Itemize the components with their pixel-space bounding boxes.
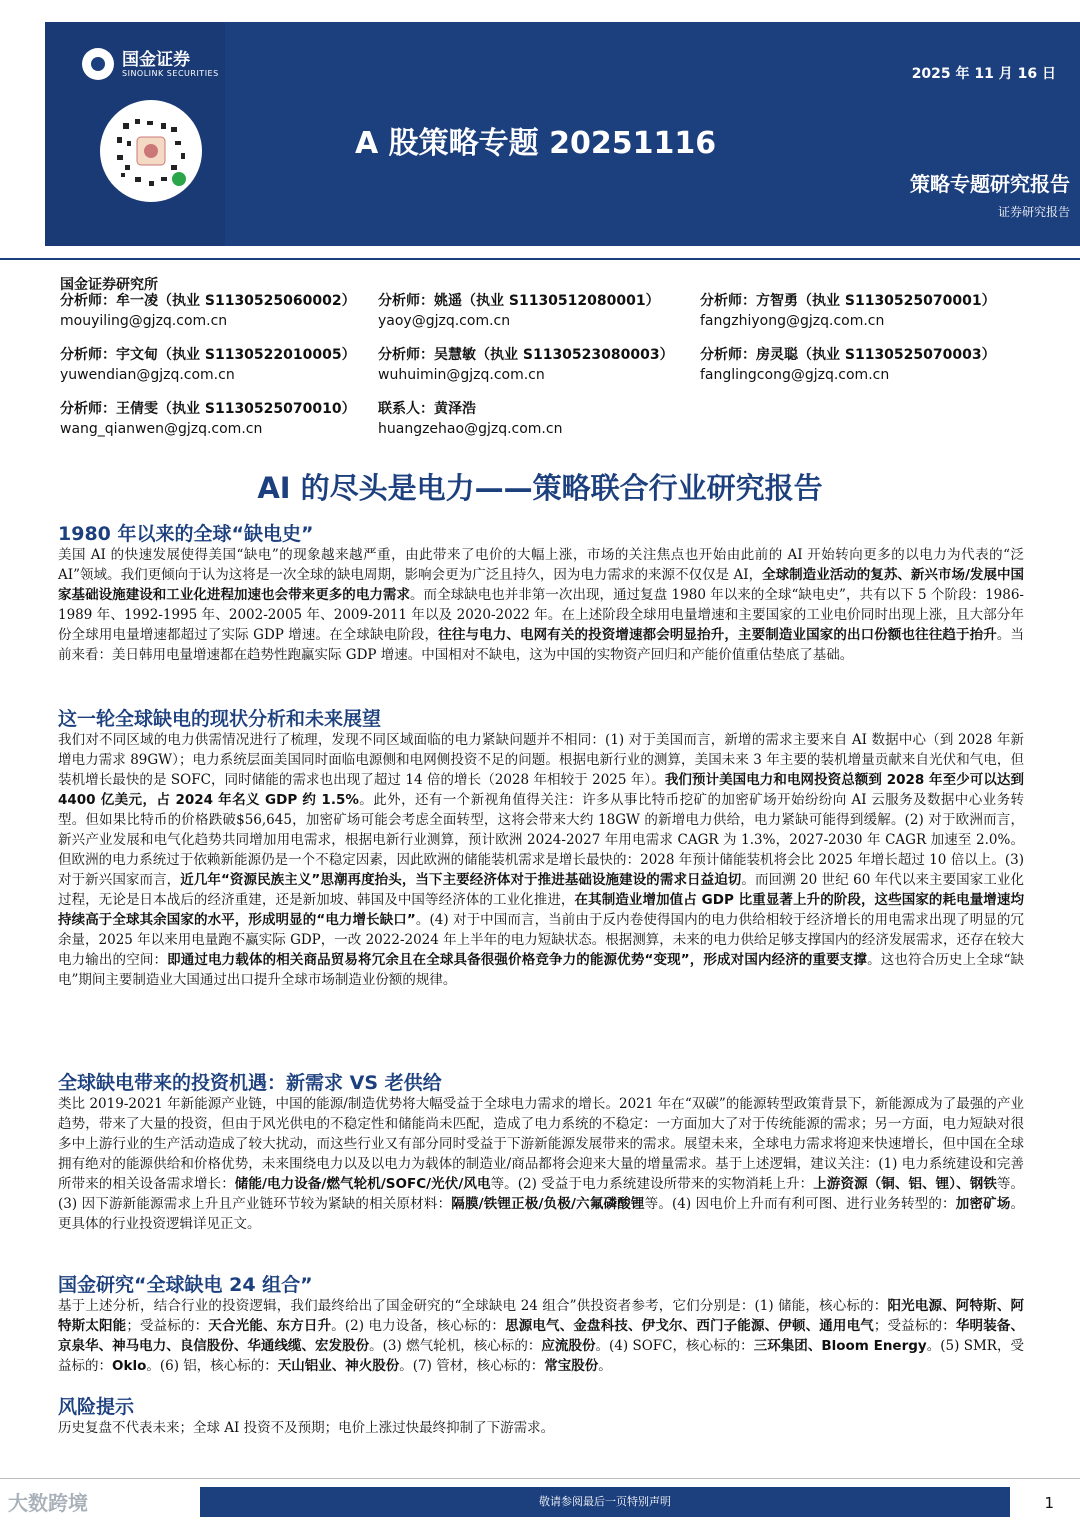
emphasis-text: 储能/电力设备/燃气轮机/SOFC/光伏/风电 — [234, 1176, 491, 1192]
analyst-entry — [60, 345, 356, 385]
page-number: 1 — [1044, 1494, 1054, 1512]
body-text: 历史复盘不代表未来；全球 AI 投资不及预期；电价上涨过快最终抑制了下游需求。 — [58, 1420, 555, 1436]
analyst-entry — [378, 291, 660, 331]
analyst-email: wang_qianwen@gjzq.com.cn — [60, 421, 263, 437]
section-power-shortage-history — [58, 523, 1024, 665]
analyst-name: 分析师：姚遥（执业 S1130512080001） — [378, 293, 660, 309]
logo-cn: 国金证券 — [122, 49, 190, 70]
analyst-name: 分析师：方智勇（执业 S1130525070001） — [700, 293, 996, 309]
body-text: 等。(4) 因电价上升而有利可图、进行业务转型的： — [644, 1196, 956, 1212]
analyst-entry — [378, 345, 674, 385]
body-text: 基于上述分析，结合行业的投资逻辑，我们最终给出了国金研究的“全球缺电 24 组合”供投资者参考，它们分别是：(1) 储能，核心标的： — [58, 1298, 888, 1314]
emphasis-text: 三环集团、Bloom Energy — [753, 1338, 927, 1354]
contact-name: 联系人：黄泽浩 — [378, 401, 476, 417]
body-text: 。此外，还有一个新视角值得关注：许多从事比特币挖矿的加密矿场开始纷纷向 AI 云服务及数据中心业务转型。但如果比特币的价格跌破$56,645，加密矿场可能会考虑全面转型，这将会带来大约 18GW 的新增电力供给，电力紧缺可能得到缓解。(2) 对于欧洲而言，新兴产业发展和电气化趋势共同增加用电需求，根据电新行业测算，预计欧洲 2024-2027 年用电需求 CAGR 为 1.3%，2027-2030 年 CAGR 加速至 2.0%。但欧洲的电力系统过于依赖新能源仍是一个不稳定因素，因此欧洲的储能装机需求是增长最快的：2028 年预计储能装机将会比 2025 年增长超过 10 倍以上。(3) 对于新兴国家而言， — [58, 792, 1025, 888]
report-type: 策略专题研究报告 — [910, 172, 1070, 196]
report-date: 2025 年 11 月 16 日 — [911, 66, 1056, 82]
banner-title: A 股策略专题 20251116 — [355, 126, 717, 161]
analyst-email: mouyiling@gjzq.com.cn — [60, 313, 228, 329]
company-logo — [82, 48, 219, 80]
emphasis-text: 常宝股份 — [544, 1358, 599, 1374]
body-text: 。(6) 铝，核心标的： — [146, 1358, 278, 1374]
analyst-name: 分析师：宇文甸（执业 S1130522010005） — [60, 347, 356, 363]
section-heading: 全球缺电带来的投资机遇：新需求 VS 老供给 — [58, 1072, 442, 1094]
emphasis-text: 在其制造业增加值占 GDP 比重显著上升的阶段，这些国家的耗电量增速均持续高于全球其余国家的水平，形成明显的“电力增长缺口” — [58, 892, 1024, 928]
emphasis-text: 我们预计美国电力和电网投资总额到 2028 年至少可以达到 4400 亿美元，占 2024 年名义 GDP 约 1.5% — [58, 772, 1024, 808]
contact-email: huangzehao@gjzq.com.cn — [378, 421, 563, 437]
body-text: 。(7) 管材，核心标的： — [399, 1358, 545, 1374]
analyst-entry — [60, 291, 356, 331]
body-text: 等。(3) 因下游新能源需求上升且产业链环节较为紧缺的相关原材料： — [58, 1176, 1025, 1212]
body-text: 。(3) 燃气轮机，核心标的： — [369, 1338, 542, 1354]
body-text: 。更具体的行业投资逻辑详见正文。 — [58, 1196, 1025, 1232]
body-text: ；受益标的： — [873, 1318, 956, 1334]
body-text: 。 — [598, 1358, 612, 1374]
emphasis-text: 加密矿场 — [955, 1196, 1011, 1212]
body-text: ；受益标的： — [126, 1318, 209, 1334]
section-body — [58, 1296, 1024, 1376]
analyst-name: 分析师：吴慧敏（执业 S1130523080003） — [378, 347, 674, 363]
institute-name: 国金证券研究所 — [60, 277, 158, 293]
body-text: 。而全球缺电也并非第一次出现，通过复盘 1980 年以来的全球“缺电史”，共有以下 5 个阶段：1986-1989 年、1992-1995 年、2002-2005 年、2009-2011 年以及 2020-2022 年。在上述阶段全球用电量增速和主要国家的工业电价同时出现上涨，且大部分年份全球用电量增速都超过了实际 GDP 增速。在全球缺电阶段， — [58, 587, 1024, 643]
emphasis-text: 思源电气、金盘科技、伊戈尔、西门子能源、伊顿、通用电气 — [505, 1318, 874, 1334]
body-text: 。而回溯 20 世纪 60 年代以来主要国家工业化过程，无论是日本战后的经济重建，还是新加坡、韩国及中国等经济体的工业化推进， — [58, 872, 1025, 908]
body-text: 。当前来看：美日韩用电量增速都在趋势性跑赢实际 GDP 增速。中国相对不缺电，这为中国的实物资产回归和产能价值重估垫底了基础。 — [58, 627, 1025, 663]
section-portfolio-24 — [58, 1274, 1024, 1376]
footer-notice: 敬请参阅最后一页特别声明 — [200, 1487, 1010, 1517]
footer-divider — [0, 1478, 1080, 1479]
section-heading: 风险提示 — [58, 1396, 135, 1418]
body-text: 。(4) SOFC，核心标的： — [595, 1338, 754, 1354]
logo-icon — [82, 48, 114, 80]
contact-entry — [378, 399, 562, 439]
section-investment-opportunities — [58, 1072, 1024, 1234]
analyst-name: 分析师：房灵聪（执业 S1130525070003） — [700, 347, 996, 363]
emphasis-text: 近几年“资源民族主义”思潮再度抬头，当下主要经济体对于推进基础设施建设的需求日益迫切 — [180, 872, 742, 888]
emphasis-text: 天山铝业、神火股份 — [277, 1358, 400, 1374]
section-risk-warning — [58, 1396, 1024, 1438]
emphasis-text: 往往与电力、电网有关的投资增速都会明显抬升，主要制造业国家的出口份额也往往趋于抬升 — [438, 627, 997, 643]
analyst-email: wuhuimin@gjzq.com.cn — [378, 367, 545, 383]
analyst-entry — [700, 291, 996, 331]
emphasis-text: 阳光电源、阿特斯、阿特斯太阳能 — [58, 1298, 1024, 1334]
emphasis-text: 华明装备、京泉华、神马电力、良信股份、华通线缆、宏发股份 — [58, 1318, 1025, 1354]
analyst-name: 分析师：牟一凌（执业 S1130525060002） — [60, 293, 356, 309]
emphasis-text: 天合光能、东方日升 — [208, 1318, 332, 1334]
analyst-email: yuwendian@gjzq.com.cn — [60, 367, 235, 383]
section-heading: 1980 年以来的全球“缺电史” — [58, 523, 314, 545]
report-subtype: 证券研究报告 — [997, 205, 1070, 219]
body-text: 。(5) SMR，受益标的： — [58, 1338, 1025, 1374]
emphasis-text: 全球制造业活动的复苏、新兴市场/发展中国家基础设施建设和工业化进程加速也会带来更多的电力需求 — [58, 567, 1024, 603]
divider — [0, 258, 1080, 260]
emphasis-text: Oklo — [112, 1358, 147, 1374]
body-text: 。这也符合历史上全球“缺电”期间主要制造业大国通过出口提升全球市场制造业份额的规律。 — [58, 952, 1024, 988]
body-text: 美国 AI 的快速发展使得美国“缺电”的现象越来越严重，由此带来了电价的大幅上涨，市场的关注焦点也开始由此前的 AI 开始转向更多的以电力为代表的“泛 AI”领域。我们更倾向于认为这将是一次全球的缺电周期，影响会更为广泛且持久，因为电力需求的来源不仅仅是 AI， — [58, 547, 1024, 583]
section-body — [58, 545, 1024, 665]
body-text: 等。(2) 受益于电力系统建设所带来的实物消耗上升： — [490, 1176, 814, 1192]
analyst-name: 分析师：王倩雯（执业 S1130525070010） — [60, 401, 356, 417]
section-body — [58, 1418, 1024, 1438]
body-text: 类比 2019-2021 年新能源产业链，中国的能源/制造优势将大幅受益于全球电力需求的增长。2021 年在“双碳”的能源转型政策背景下，新能源成为了最强的产业趋势，带来了大量的投资，但由于风光供电的不稳定性和储能尚未匹配，造成了电力系统的不稳定：一方面加大了对于传统能源的需求；另一方面，电力短缺对很多中上游行业的生产活动造成了较大扰动，而这些行业又有部分同时受益于下游新能源发展带来的需求。展望未来，全球电力需求将迎来快速增长，但中国在全球拥有绝对的能源供给和价格优势，未来围绕电力以及以电力为载体的制造业/商品都将会迎来大量的增量需求。基于上述逻辑，建议关注：(1) 电力系统建设和完善所带来的相关设备需求增长： — [58, 1096, 1024, 1192]
analyst-email: fanglingcong@gjzq.com.cn — [700, 367, 890, 383]
body-text: 。(2) 电力设备，核心标的： — [331, 1318, 506, 1334]
analyst-email: yaoy@gjzq.com.cn — [378, 313, 511, 329]
emphasis-text: 应流股份 — [541, 1338, 596, 1354]
emphasis-text: 即通过电力载体的相关商品贸易将冗余且在全球具备很强价格竞争力的能源优势“变现”，形成对国内经济的重要支撑 — [167, 952, 868, 968]
body-text: 。(4) 对于中国而言，当前由于反内卷使得国内的电力供给相较于经济增长的用电需求出现了明显的冗余量，2025 年以来用电量跑不赢实际 GDP，一改 2022-2024 年上半年的电力短缺状态。根据测算，未来的电力供给足够支撑国内的经济发展需求，还存在较大电力输出的空间： — [58, 912, 1024, 968]
emphasis-text: 上游资源（铜、铝、锂）、钢铁 — [813, 1176, 997, 1192]
document-title: AI 的尽头是电力——策略联合行业研究报告 — [257, 471, 823, 505]
logo-en: SINOLINK SECURITIES — [122, 68, 219, 78]
body-text: 我们对不同区域的电力供需情况进行了梳理，发现不同区域面临的电力紧缺问题并不相同：(1) 对于美国而言，新增的需求主要来自 AI 数据中心（到 2028 年新增电力需求 89GW）；电力系统层面美国同时面临电源侧和电网侧投资不足的问题。根据电新行业的测算，美国未来 3 年主要的装机增量贡献来自光伏和气电，但装机增长最快的是 SOFC，同时储能的需求也出现了超过 14 倍的增长（2028 年相较于 2025 年）。 — [58, 732, 1025, 788]
analyst-entry — [700, 345, 996, 385]
section-heading: 国金研究“全球缺电 24 组合” — [58, 1274, 313, 1296]
section-body — [58, 1094, 1024, 1234]
analyst-email: fangzhiyong@gjzq.com.cn — [700, 313, 885, 329]
analyst-entry — [60, 399, 356, 439]
section-heading: 这一轮全球缺电的现状分析和未来展望 — [58, 708, 382, 730]
section-current-analysis — [58, 708, 1024, 990]
section-body — [58, 730, 1024, 990]
qr-code-icon — [100, 100, 202, 202]
emphasis-text: 隔膜/铁锂正极/负极/六氟磷酸锂 — [451, 1196, 645, 1212]
watermark: 大数跨境 — [8, 1491, 88, 1515]
